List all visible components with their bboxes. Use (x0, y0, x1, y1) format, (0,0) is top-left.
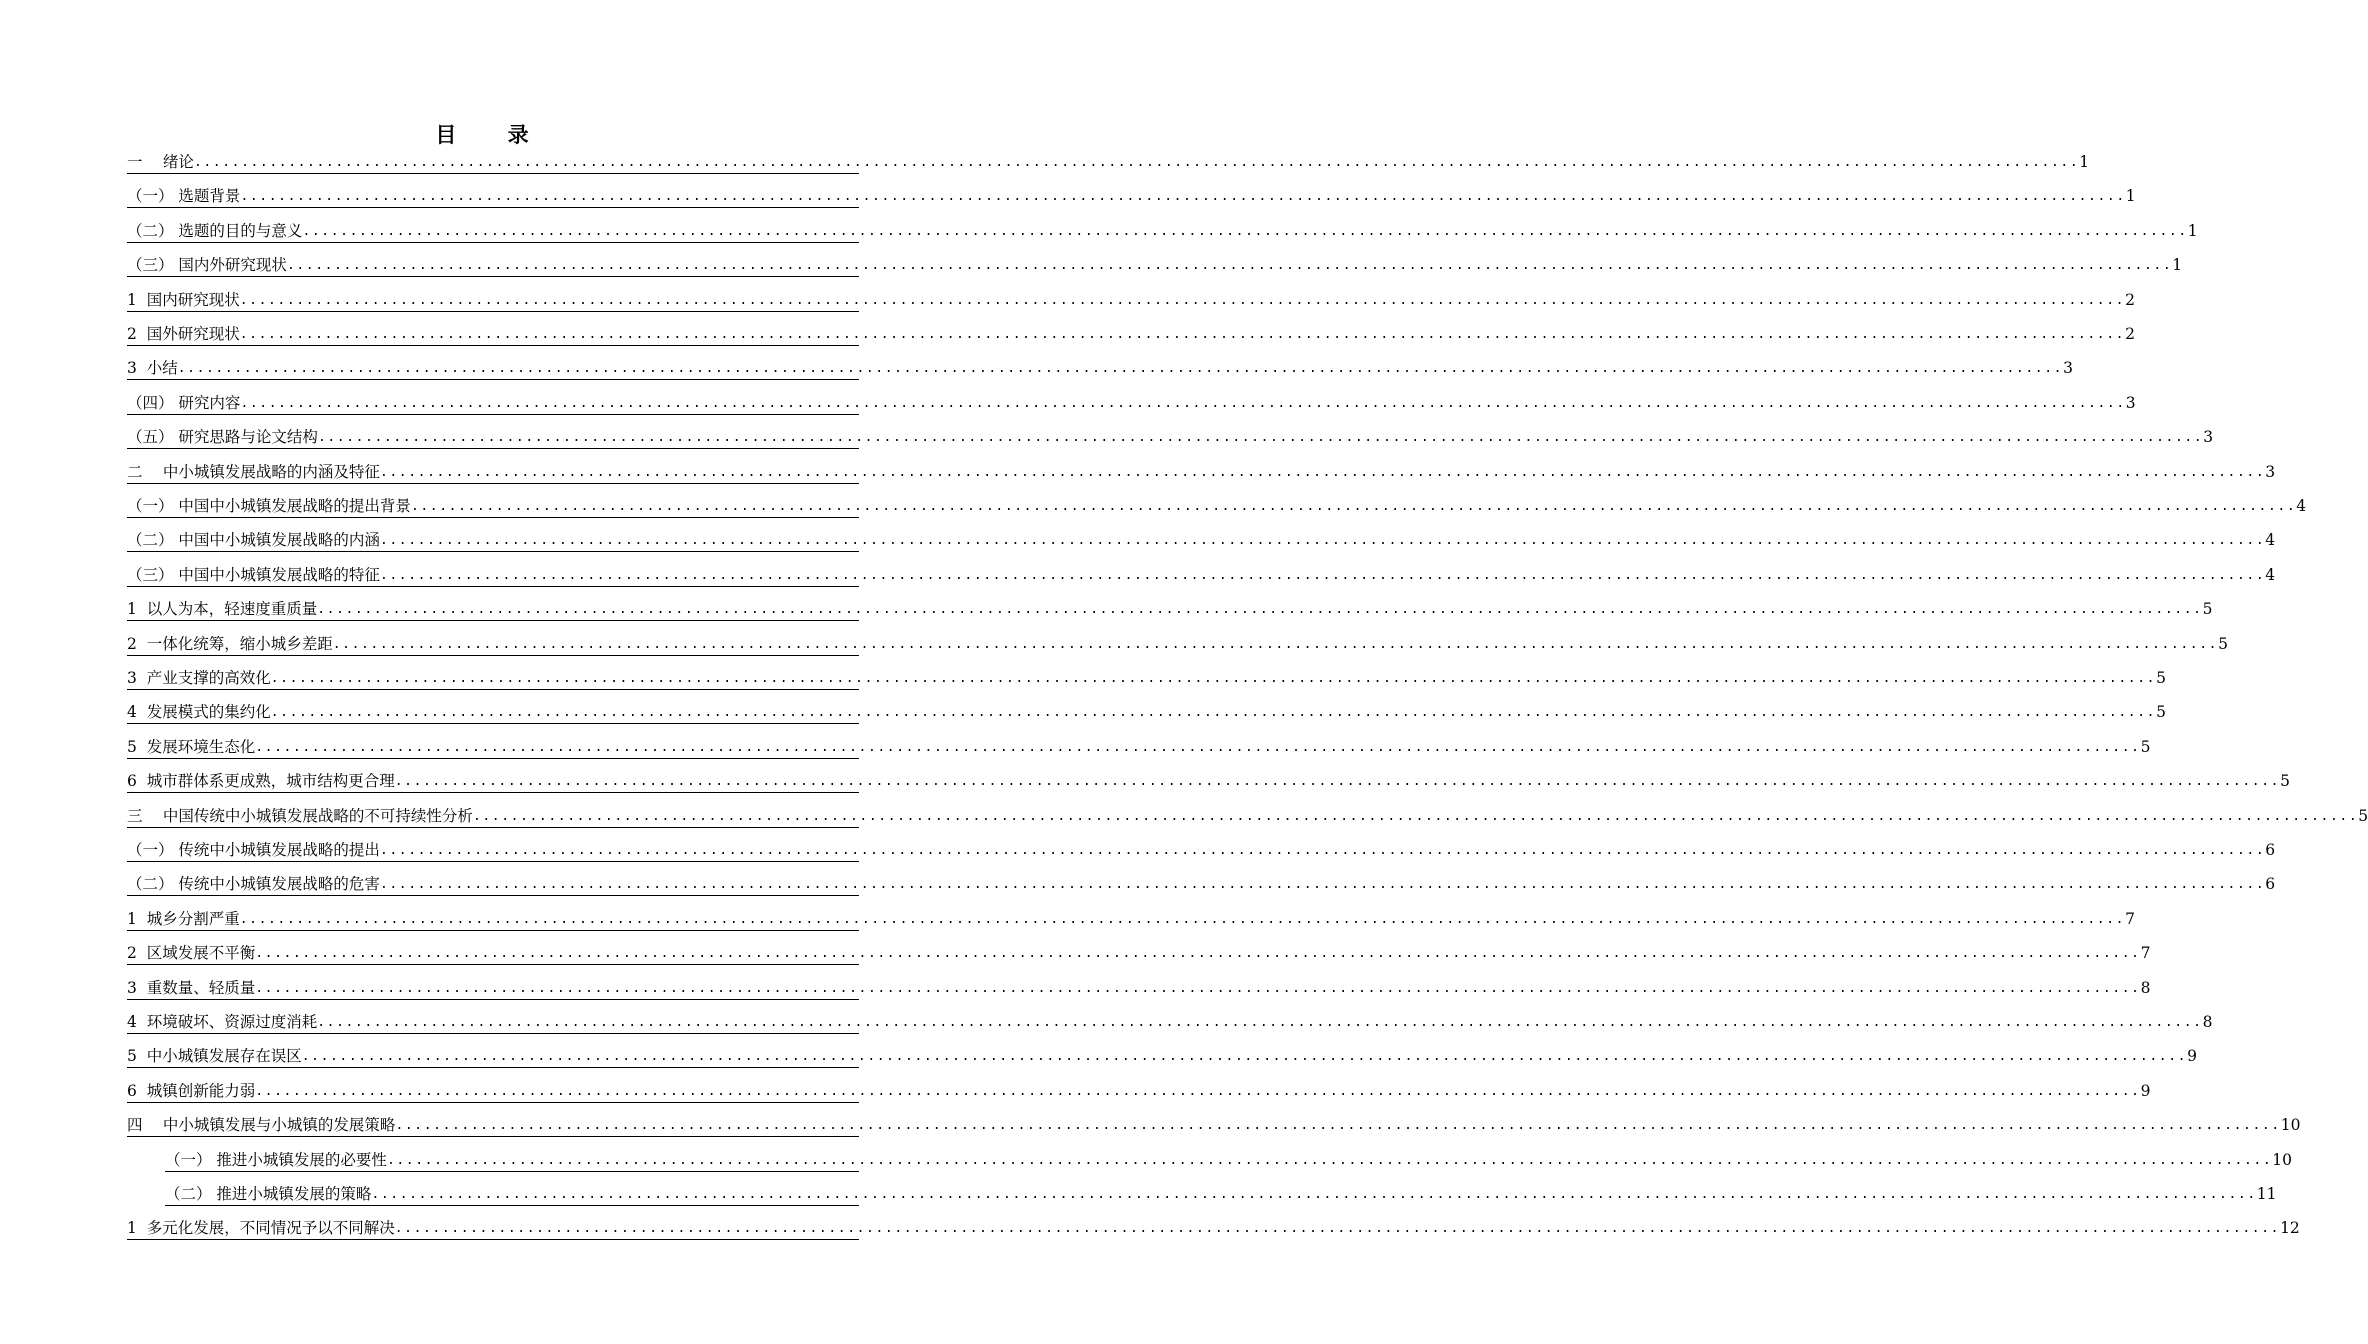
toc-entry-label: 二 中小城镇发展战略的内涵及特征 (127, 462, 380, 481)
toc-entry-label: 一 绪论 (127, 153, 194, 171)
toc-entry-page-number: 5 (2218, 634, 2228, 653)
toc-entry-label: 5 发展环境生态化 (127, 737, 256, 756)
toc-entry-label: 5 中小城镇发展存在误区 (127, 1047, 302, 1066)
toc-entry-page-number: 2 (2125, 325, 2135, 343)
toc-entry-label: 2 一体化统筹，缩小城乡差距 (127, 634, 333, 653)
toc-entry[interactable] (127, 182, 2136, 208)
toc-leader-dots: ........................................................................................................................................................................................................ (239, 327, 2126, 342)
toc-entry-label: （二） 推进小城镇发展的策略 (165, 1185, 372, 1203)
toc-entry-label: 4 环境破坏、资源过度消耗 (127, 1013, 318, 1031)
toc-entry-label: 4 发展模式的集约化 (127, 703, 271, 722)
toc-leader-dots: ........................................................................................................................................................................................................ (317, 430, 2204, 446)
toc-entry-label: 2 区域发展不平衡 (127, 944, 256, 963)
toc-entry[interactable] (127, 974, 2151, 1000)
toc-entry-page-number: 10 (2280, 1116, 2301, 1135)
toc-entry[interactable] (127, 1077, 2151, 1103)
toc-entry-label: 6 城镇创新能力弱 (127, 1081, 256, 1100)
toc-entry[interactable] (127, 870, 2276, 896)
toc-entry[interactable] (127, 1214, 2300, 1240)
toc-entry-label: 1 以人为本，轻速度重质量 (127, 600, 318, 619)
toc-entry-label: （一） 选题背景 (127, 187, 241, 206)
toc-leader-dots: ........................................................................................................................................................................................................ (301, 1049, 2188, 1065)
toc-entry-page-number: 12 (2280, 1219, 2300, 1238)
toc-entry[interactable] (127, 354, 2073, 380)
toc-entry-page-number: 6 (2265, 841, 2276, 859)
toc-entry-label: （二） 传统中小城镇发展战略的危害 (127, 875, 380, 894)
toc-leader-dots: ........................................................................................................................................................................................................ (410, 499, 2297, 514)
toc-title: 目 录 (435, 122, 551, 147)
toc-entry[interactable] (127, 217, 2198, 243)
toc-entry-page-number: 8 (2140, 978, 2151, 997)
toc-entry-page-number: 3 (2203, 428, 2214, 447)
toc-entry-page-number: 9 (2140, 1081, 2151, 1100)
toc-entry[interactable] (127, 767, 2290, 793)
toc-entry[interactable] (127, 1008, 2213, 1034)
toc-leader-dots: ........................................................................................................................................................................................................ (302, 223, 2188, 239)
toc-entry-label: 四 中小城镇发展与小城镇的发展策略 (127, 1116, 396, 1135)
toc-entry[interactable] (127, 836, 2276, 862)
toc-entry[interactable] (127, 664, 2166, 690)
toc-leader-dots: ........................................................................................................................................................................................................ (240, 189, 2126, 205)
toc-entry[interactable] (127, 458, 2276, 484)
toc-entry-page-number: 5 (2358, 806, 2368, 825)
toc-entry-page-number: 9 (2187, 1047, 2197, 1066)
toc-entry-label: （五） 研究思路与论文结构 (127, 428, 318, 447)
toc-entry[interactable] (127, 251, 2183, 277)
toc-leader-dots: ........................................................................................................................................................................................................ (371, 1187, 2257, 1202)
toc-leader-dots: ........................................................................................................................................................................................................ (177, 361, 2064, 377)
toc-entry[interactable] (127, 733, 2151, 759)
toc-entry-page-number: 5 (2280, 772, 2290, 791)
toc-entry-page-number: 7 (2125, 909, 2135, 928)
toc-leader-dots: ........................................................................................................................................................................................................ (317, 602, 2203, 618)
toc-entry-label: （一） 推进小城镇发展的必要性 (165, 1150, 387, 1169)
toc-entry[interactable] (127, 320, 2135, 346)
toc-entry[interactable] (127, 802, 2368, 828)
toc-leader-dots: ........................................................................................................................................................................................................ (379, 464, 2266, 480)
toc-entry-label: 2 国外研究现状 (127, 325, 240, 343)
toc-leader-dots: ........................................................................................................................................................................................................ (270, 671, 2157, 686)
toc-entry[interactable] (127, 561, 2276, 587)
toc-leader-dots: ........................................................................................................................................................................................................ (332, 636, 2219, 652)
toc-entry-label: 1 城乡分割严重 (127, 909, 240, 928)
toc-entry[interactable] (127, 286, 2135, 312)
toc-entry[interactable] (127, 939, 2151, 965)
toc-entry-label: （二） 中国中小城镇发展战略的内涵 (127, 531, 380, 550)
toc-entry-page-number: 1 (2125, 187, 2136, 206)
toc-entry-page-number: 11 (2256, 1185, 2277, 1203)
toc-leader-dots: ........................................................................................................................................................................................................ (395, 1118, 2281, 1134)
toc-entry-label: 6 城市群体系更成熟，城市结构更合理 (127, 772, 395, 791)
toc-entry-label: （三） 国内外研究现状 (127, 256, 287, 275)
toc-leader-dots: ........................................................................................................................................................................................................ (472, 808, 2359, 824)
toc-leader-dots: ........................................................................................................................................................................................................ (379, 533, 2266, 549)
toc-entry-page-number: 10 (2272, 1150, 2293, 1169)
toc-leader-dots: ........................................................................................................................................................................................................ (394, 1221, 2281, 1237)
toc-leader-dots: ........................................................................................................................................................................................................ (379, 877, 2266, 893)
toc-entry-label: 1 多元化发展，不同情况予以不同解决 (127, 1219, 395, 1238)
toc-leader-dots: ........................................................................................................................................................................................................ (386, 1152, 2273, 1168)
toc-entry-page-number: 4 (2265, 531, 2276, 550)
toc-entry-label: （四） 研究内容 (127, 393, 241, 412)
toc-entry-label: （二） 选题的目的与意义 (127, 221, 303, 240)
toc-entry-label: （三） 中国中小城镇发展战略的特征 (127, 565, 380, 584)
toc-entry[interactable] (127, 905, 2135, 931)
toc-leader-dots: ........................................................................................................................................................................................................ (379, 567, 2266, 583)
toc-entry-page-number: 6 (2265, 875, 2276, 894)
toc-entry-page-number: 2 (2125, 290, 2135, 309)
toc-entry-label: （一） 传统中小城镇发展战略的提出 (127, 841, 380, 859)
toc-entry-page-number: 1 (2187, 221, 2198, 240)
toc-leader-dots: ........................................................................................................................................................................................................ (239, 911, 2126, 927)
toc-entry-page-number: 3 (2125, 393, 2136, 412)
toc-entry-page-number: 3 (2063, 359, 2073, 378)
toc-entry[interactable] (127, 1042, 2197, 1068)
toc-entry-label: 三 中国传统中小城镇发展战略的不可持续性分析 (127, 806, 473, 825)
toc-entry[interactable] (165, 1180, 2277, 1206)
toc-leader-dots: ........................................................................................................................................................................................................ (379, 843, 2266, 858)
toc-entry[interactable] (127, 492, 2307, 518)
toc-entry-label: （一） 中国中小城镇发展战略的提出背景 (127, 497, 411, 515)
toc-entry-label: 3 产业支撑的高效化 (127, 669, 271, 687)
toc-entry-page-number: 1 (2079, 153, 2090, 171)
toc-entry-page-number: 4 (2296, 497, 2307, 515)
toc-entry[interactable] (127, 595, 2213, 621)
toc-entry[interactable] (127, 630, 2228, 656)
toc-leader-dots: ........................................................................................................................................................................................................ (239, 292, 2126, 308)
toc-entry[interactable] (127, 526, 2276, 552)
toc-entry-page-number: 5 (2202, 600, 2213, 619)
toc-leader-dots: ........................................................................................................................................................................................................ (255, 739, 2141, 755)
toc-entry-page-number: 3 (2265, 462, 2276, 481)
toc-entry-label: 1 国内研究现状 (127, 290, 240, 309)
toc-leader-dots: ........................................................................................................................................................................................................ (255, 980, 2141, 996)
toc-entry-page-number: 1 (2172, 256, 2183, 275)
toc-entry[interactable] (127, 389, 2136, 415)
toc-entry-label: 3 重数量、轻质量 (127, 978, 256, 997)
toc-entry[interactable] (165, 1146, 2293, 1172)
toc-leader-dots: ........................................................................................................................................................................................................ (240, 395, 2126, 411)
toc-entry-page-number: 5 (2156, 669, 2166, 687)
toc-entry-label: 3 小结 (127, 359, 178, 378)
toc-leader-dots: ........................................................................................................................................................................................................ (270, 705, 2157, 721)
toc-entry-page-number: 5 (2140, 737, 2151, 756)
toc-entry-page-number: 4 (2265, 565, 2276, 584)
toc-entry[interactable] (127, 148, 2090, 174)
toc-leader-dots: ........................................................................................................................................................................................................ (255, 946, 2141, 962)
toc-leader-dots: ........................................................................................................................................................................................................ (286, 258, 2173, 274)
toc-entry-page-number: 8 (2202, 1013, 2213, 1031)
toc-leader-dots: ........................................................................................................................................................................................................ (193, 155, 2080, 170)
toc-leader-dots: ........................................................................................................................................................................................................ (394, 774, 2281, 790)
toc-entry[interactable] (127, 1111, 2301, 1137)
toc-entry-page-number: 7 (2140, 944, 2151, 963)
toc-leader-dots: ........................................................................................................................................................................................................ (317, 1015, 2203, 1030)
toc-leader-dots: ........................................................................................................................................................................................................ (255, 1083, 2141, 1099)
toc-entry-page-number: 5 (2156, 703, 2166, 722)
toc-entry[interactable] (127, 698, 2166, 724)
toc-entry[interactable] (127, 423, 2214, 449)
